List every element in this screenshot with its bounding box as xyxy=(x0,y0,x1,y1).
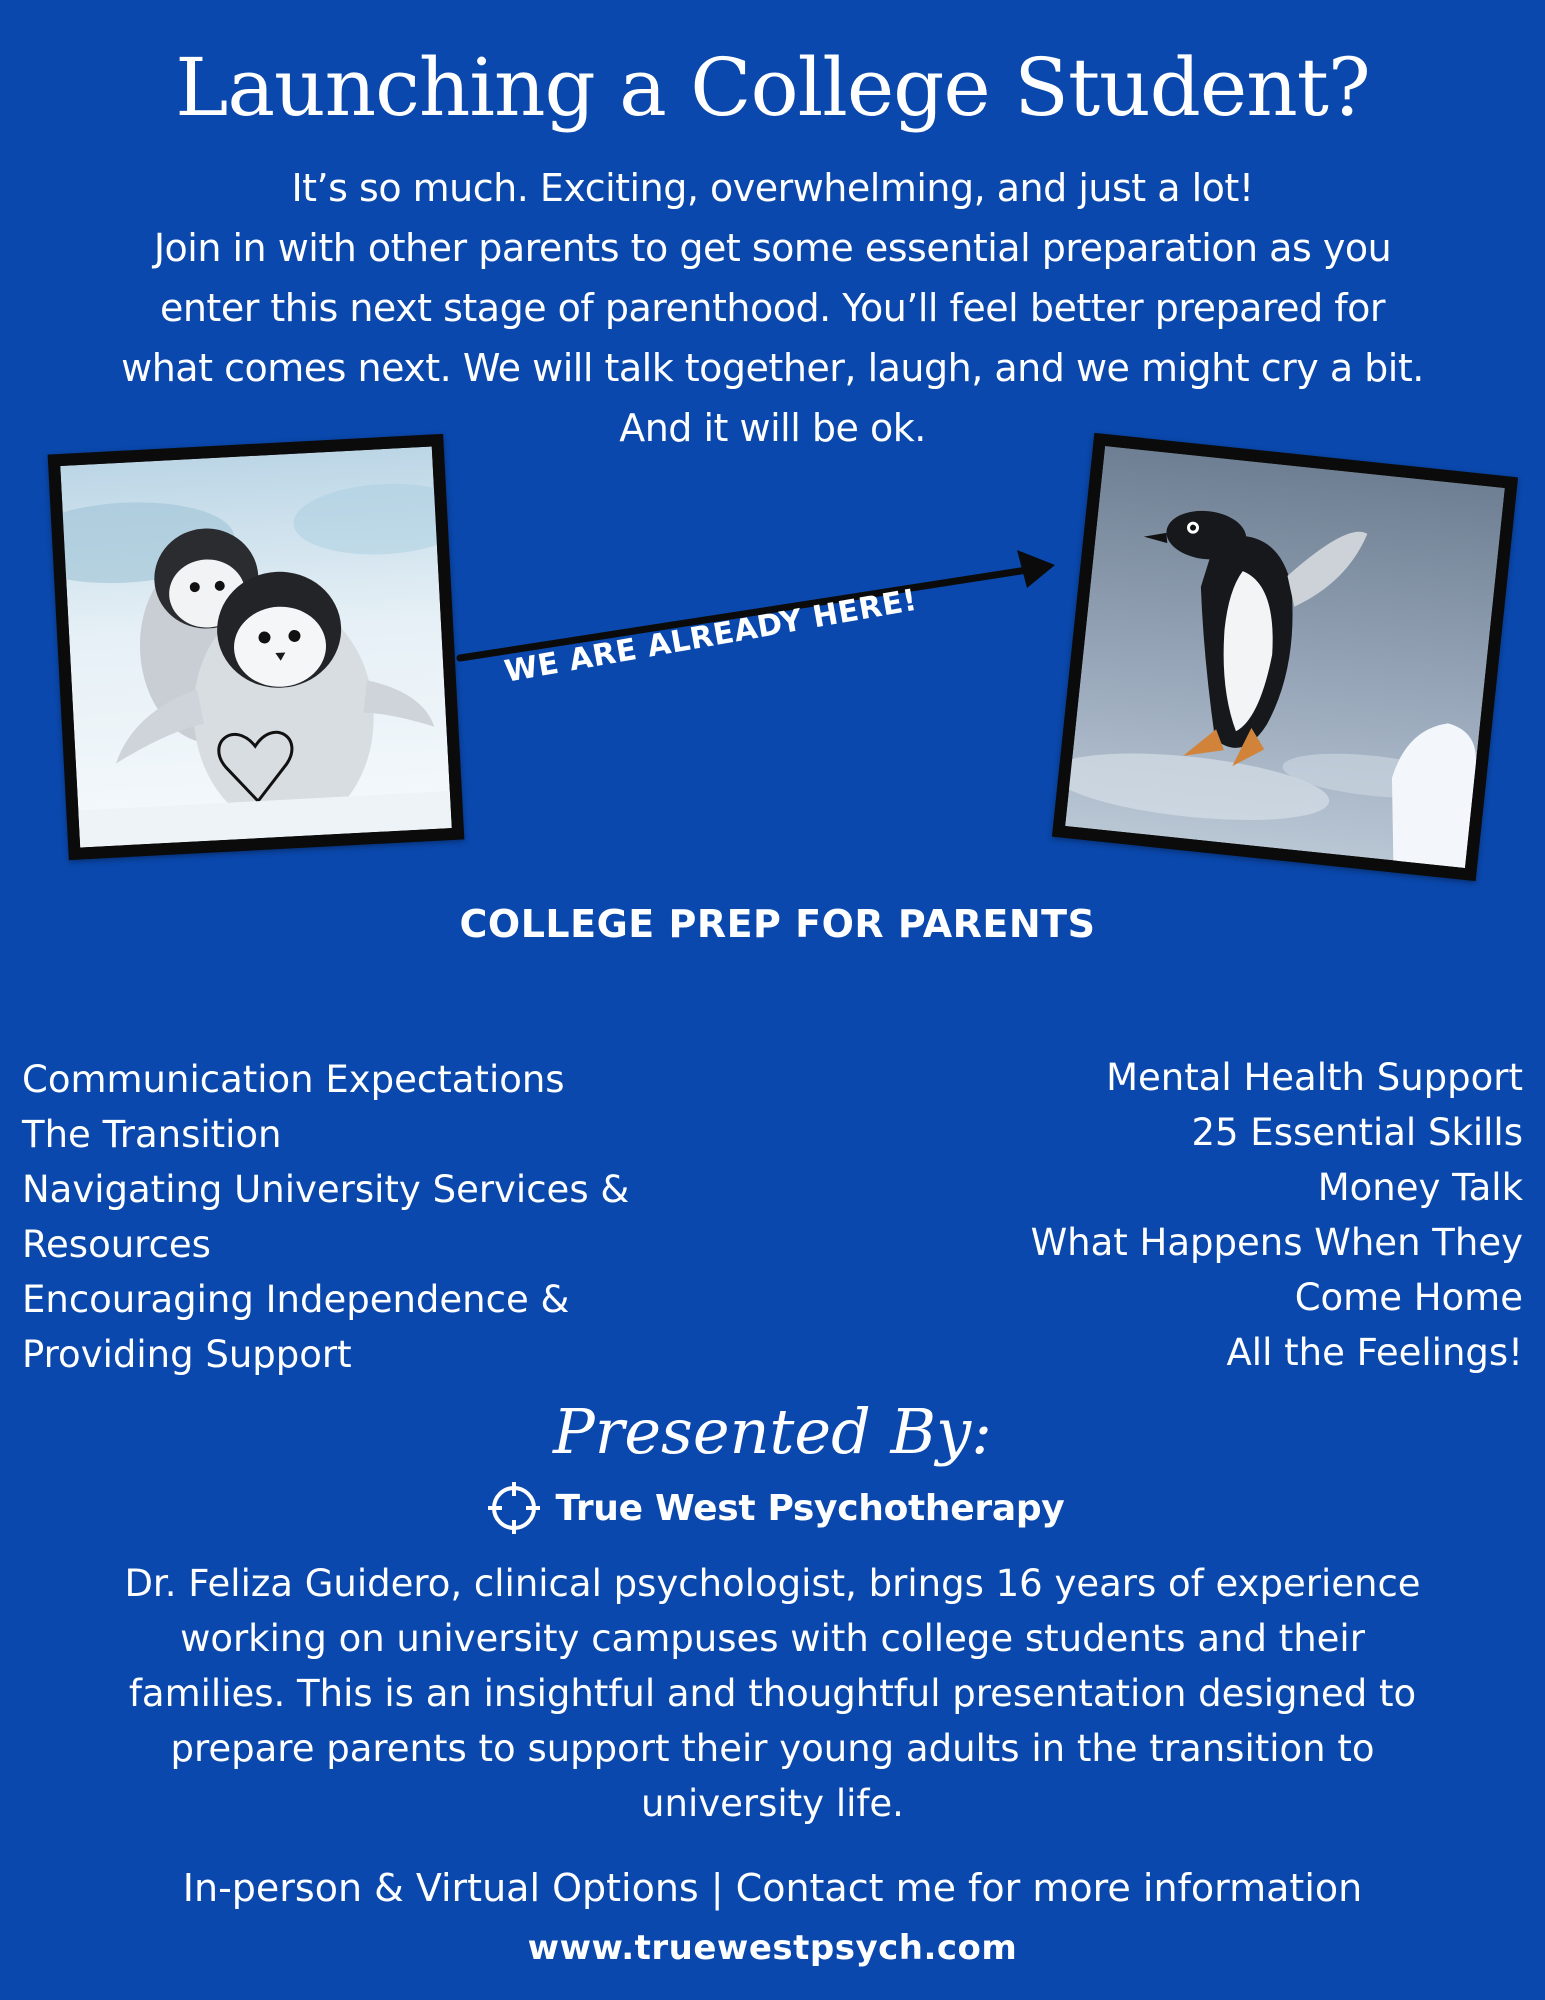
bio-line: working on university campuses with college students and their xyxy=(180,1617,1365,1660)
intro-line: enter this next stage of parenthood. You’ll feel better prepared for xyxy=(159,286,1386,330)
options-text: In-person & Virtual Options | Contact me for more information xyxy=(182,1866,1363,1910)
topic-item: Encouraging Independence & xyxy=(22,1278,570,1321)
topic-item: Providing Support xyxy=(22,1333,352,1376)
intro-line: what comes next. We will talk together, laugh, and we might cry a bit. xyxy=(121,346,1424,390)
intro-line: It’s so much. Exciting, overwhelming, and just a lot! xyxy=(291,166,1254,210)
bio-line: university life. xyxy=(641,1782,904,1825)
topic-item: What Happens When They xyxy=(1030,1221,1523,1264)
baby-penguins-photo xyxy=(48,434,465,860)
topic-item: Money Talk xyxy=(1317,1166,1523,1209)
crosshair-icon xyxy=(486,1480,542,1536)
page-title: Launching a College Student? xyxy=(175,41,1370,134)
topic-item: Navigating University Services & xyxy=(22,1168,630,1211)
presenter-bio xyxy=(20,1556,1525,1831)
organization-logo xyxy=(450,1478,1100,1538)
topic-item: 25 Essential Skills xyxy=(1191,1111,1523,1154)
jumping-penguin-photo xyxy=(1052,433,1518,881)
arrow-label: WE ARE ALREADY HERE! xyxy=(501,582,920,690)
topic-item: Resources xyxy=(22,1223,211,1266)
presented-by-heading: Presented By: xyxy=(553,1395,992,1468)
bio-line: Dr. Feliza Guidero, clinical psychologist, brings 16 years of experience xyxy=(124,1562,1421,1605)
topic-item: Mental Health Support xyxy=(1106,1056,1523,1099)
intro-paragraph xyxy=(20,158,1525,458)
topic-item: Come Home xyxy=(1294,1276,1523,1319)
intro-line: Join in with other parents to get some essential preparation as you xyxy=(153,226,1392,270)
bio-line: families. This is an insightful and thoughtful presentation designed to xyxy=(128,1672,1417,1715)
program-heading: COLLEGE PREP FOR PARENTS xyxy=(459,902,1096,946)
topic-item: All the Feelings! xyxy=(1226,1331,1523,1374)
topics-list-right xyxy=(1031,1050,1523,1380)
topics-list-left xyxy=(22,1052,629,1382)
intro-line: And it will be ok. xyxy=(619,406,926,450)
bio-line: prepare parents to support their young adults in the transition to xyxy=(170,1727,1375,1770)
organization-name: True West Psychotherapy xyxy=(555,1487,1065,1529)
website-link[interactable]: www.truewestpsych.com xyxy=(527,1928,1018,1968)
topic-item: Communication Expectations xyxy=(22,1058,565,1101)
topic-item: The Transition xyxy=(22,1113,282,1156)
